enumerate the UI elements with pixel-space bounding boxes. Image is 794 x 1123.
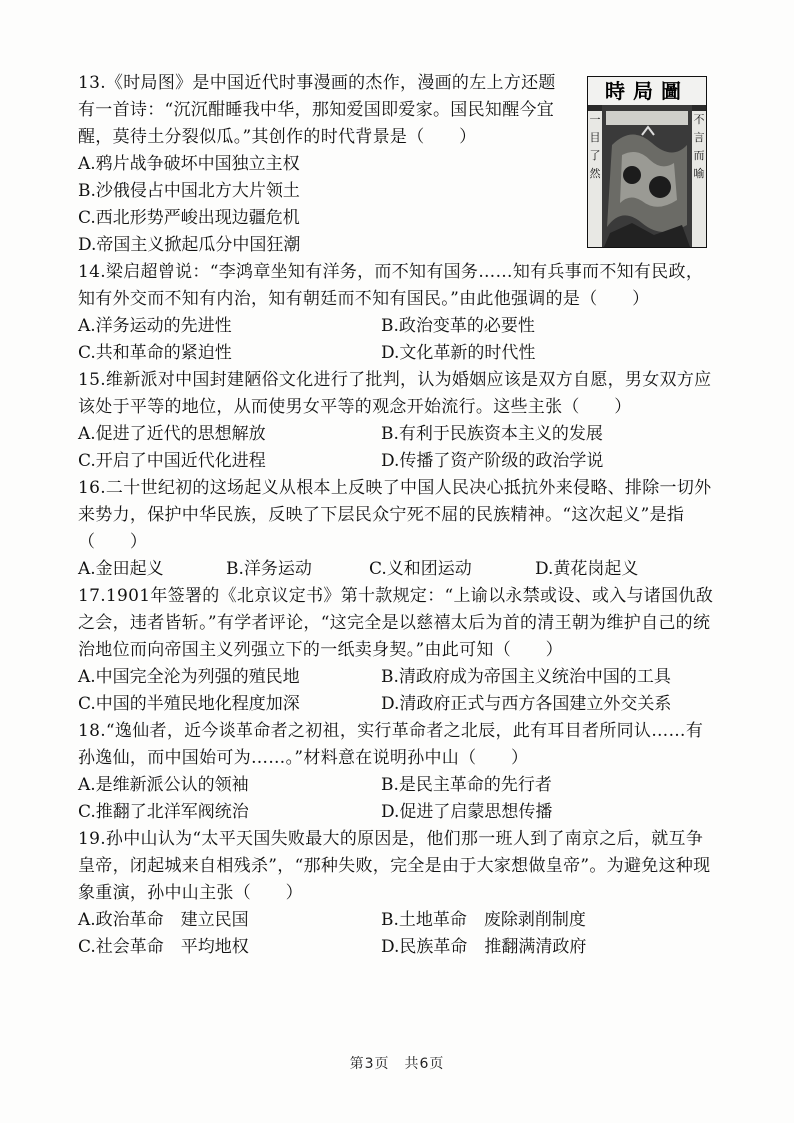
question-13	[78, 70, 718, 259]
question-stem: 17.1901年签署的《北京议定书》第十款规定：“上谕以永禁或设、或入与诸国仇敌之会，违者皆斩。”有学者评论，“这完全是以慈禧太后为首的清王朝为维护自己的统治地位而向帝国主义列强立下的一纸卖身契。”由此可知（ ）	[78, 586, 713, 660]
option-d: D.传播了资产阶级的政治学说	[381, 451, 604, 471]
question-15	[78, 367, 718, 475]
options-list	[78, 664, 718, 718]
options-list	[78, 313, 718, 367]
option-b: B.是民主革命的先行者	[381, 775, 552, 795]
question-stem: 15.维新派对中国封建陋俗文化进行了批判，认为婚姻应该是双方自愿，男女双方应该处于平等的地位，从而使男女平等的观念开始流行。这些主张（ ）	[78, 370, 712, 417]
question-14	[78, 259, 718, 367]
option-b: B.土地革命 废除剥削制度	[381, 910, 586, 930]
option-a: A.政治革命 建立民国	[78, 910, 249, 930]
question-19	[78, 826, 718, 961]
options-list	[78, 151, 718, 259]
cartoon-left-caption: 一目了然	[588, 111, 602, 247]
option-b: B.清政府成为帝国主义统治中国的工具	[381, 667, 671, 687]
options-list	[78, 421, 718, 475]
option-b: B.有利于民族资本主义的发展	[381, 424, 603, 444]
option-c: C.义和团运动	[369, 559, 472, 579]
question-17	[78, 583, 718, 718]
question-stem: 16.二十世纪初的这场起义从根本上反映了中国人民决心抵抗外来侵略、排除一切外来势力，保护中华民族，反映了下层民众宁死不屈的民族精神。“这次起义”是指（ ）	[78, 478, 712, 552]
options-list	[78, 772, 718, 826]
option-b: B.政治变革的必要性	[381, 316, 535, 336]
page-footer: 第3页 共6页	[349, 1056, 445, 1072]
option-c: C.推翻了北洋军阀统治	[78, 802, 249, 822]
option-a: A.鸦片战争破坏中国独立主权	[78, 154, 300, 174]
question-stem: 19.孙中山认为“太平天国失败最大的原因是，他们那一班人到了南京之后，就互争皇帝，闭起城来自相残杀”，“那种失败，完全是由于大家想做皇帝”。为避免这种现象重演，孙中山主张（ ）	[78, 829, 711, 903]
question-stem: 13.《时局图》是中国近代时事漫画的杰作，漫画的左上方还题有一首诗：“沉沉酣睡我中华，那知爱国即爱家。国民知醒今宜醒，莫待土分裂似瓜。”其创作的时代背景是（ ）	[78, 73, 556, 147]
option-d: D.文化革新的时代性	[381, 343, 536, 363]
option-d: D.促进了启蒙思想传播	[381, 802, 553, 822]
option-a: A.金田起义	[78, 559, 164, 579]
option-b: B.沙俄侵占中国北方大片领土	[78, 181, 300, 201]
option-c: C.开启了中国近代化进程	[78, 451, 266, 471]
option-a: A.洋务运动的先进性	[78, 316, 232, 336]
option-a: A.是维新派公认的领袖	[78, 775, 249, 795]
option-d: D.黄花岗起义	[535, 559, 639, 579]
option-d: D.帝国主义掀起瓜分中国狂潮	[78, 235, 301, 255]
option-c: C.共和革命的紧迫性	[78, 343, 232, 363]
option-d: D.清政府正式与西方各国建立外交关系	[381, 694, 672, 714]
option-d: D.民族革命 推翻满清政府	[381, 937, 587, 957]
option-c: C.中国的半殖民地化程度加深	[78, 694, 300, 714]
question-16	[78, 475, 718, 583]
option-a: A.中国完全沦为列强的殖民地	[78, 667, 300, 687]
option-b: B.洋务运动	[226, 559, 312, 579]
options-list	[78, 907, 718, 961]
question-18	[78, 718, 718, 826]
option-c: C.西北形势严峻出现边疆危机	[78, 208, 300, 228]
questions-column	[78, 70, 718, 961]
question-stem: 18.“逸仙者，近今谈革命者之初祖，实行革命者之北辰，此有耳目者所同认……有孙逸仙，而中国始可为……。”材料意在说明孙中山（ ）	[78, 721, 704, 768]
cartoon-right-caption: 不言而喻	[692, 111, 706, 247]
options-list	[78, 556, 718, 583]
question-stem: 14.梁启超曾说：“李鸿章坐知有洋务，而不知有国务……知有兵事而不知有民政，知有外交而不知有内治，知有朝廷而不知有国民。”由此他强调的是（ ）	[78, 262, 704, 309]
option-c: C.社会革命 平均地权	[78, 937, 249, 957]
cartoon-title: 時局圖	[588, 77, 706, 105]
option-a: A.促进了近代的思想解放	[78, 424, 266, 444]
